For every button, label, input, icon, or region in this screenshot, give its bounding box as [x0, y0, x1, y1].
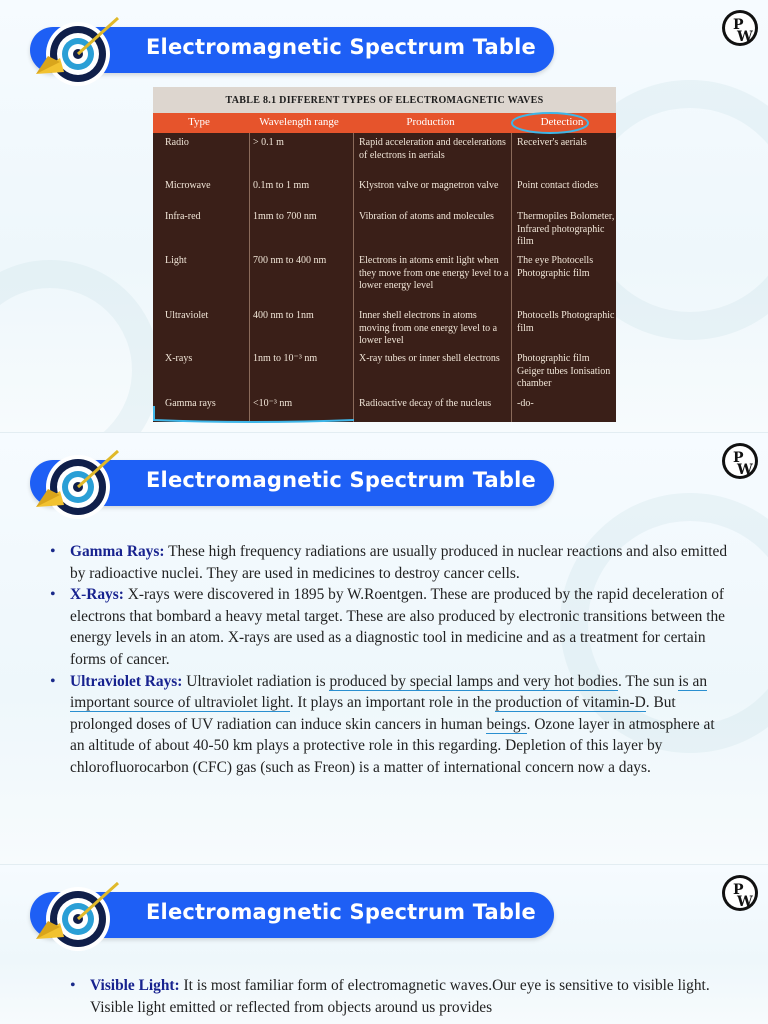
bullet-x-rays	[50, 584, 730, 670]
bullet-visible-light	[70, 975, 730, 1018]
bullet-list	[50, 541, 730, 779]
bullet-gamma-rays	[50, 541, 730, 584]
cell-type: Radio	[165, 137, 189, 148]
cell-detection: Photographic film Geiger tubes Ionisation chamber	[517, 353, 611, 389]
slide-1	[0, 0, 768, 432]
column-divider	[511, 133, 512, 422]
cell-production: Rapid acceleration and decelerations of electrons in aerials	[359, 137, 506, 161]
visible-light-text: It is most familiar form of electromagnetic waves.Our eye is sensitive to visible light. Visible light emitted or reflected from objects around us provides	[90, 977, 710, 1016]
slide-title: Electromagnetic Spectrum Table	[146, 35, 536, 59]
header-production: Production	[406, 116, 455, 128]
uv-underlined-text: is an important source of ultraviolet light	[70, 672, 708, 712]
header-wavelength: Wavelength range	[259, 116, 339, 128]
cell-production: Vibration of atoms and molecules	[359, 211, 494, 222]
cell-production: Klystron valve or magnetron valve	[359, 180, 499, 191]
background-swirl	[0, 260, 160, 432]
cell-detection: Point contact diodes	[517, 180, 599, 191]
bullet-ultraviolet-rays	[50, 671, 730, 779]
cell-type: Infra-red	[165, 211, 201, 222]
pw-logo-p: P	[733, 17, 744, 33]
column-divider	[353, 133, 354, 422]
cell-range: 1mm to 700 nm	[253, 211, 317, 222]
pw-logo-p: P	[733, 882, 744, 898]
pw-logo	[720, 8, 760, 48]
x-rays-text: X-rays were discovered in 1895 by W.Roentgen. These are produced by the rapid deceleration of electrons that bombard a heavy metal target. These are also produced by electronic transitions between the energy levels in an atom. X-rays are used as a diagnostic tool in medicine and as a treatment for certain forms of cancer.	[70, 586, 725, 668]
pw-logo-p: P	[733, 450, 744, 466]
pw-logo-w: W	[737, 462, 753, 478]
column-divider	[249, 133, 250, 422]
uv-text-part: . But prolonged doses of UV radiation can induce skin cancers in human	[70, 694, 676, 733]
uv-text-part: . Ozone layer in atmosphere at an altitude of about 40-50 km plays a protective role in this regarding. Depletion of this layer by chlorofluorocarbon (CFC) gas (such as Freon) is a matter of international concern now a days.	[70, 715, 715, 776]
cell-detection: -do-	[517, 398, 534, 409]
cell-production: Electrons in atoms emit light when they move from one energy level to a lower energy level	[359, 255, 509, 291]
table-caption: TABLE 8.1 DIFFERENT TYPES OF ELECTROMAGNETIC WAVES	[153, 87, 616, 113]
uv-underlined-text: production of vitamin-D	[495, 694, 646, 712]
cell-range: 700 nm to 400 nm	[253, 255, 327, 266]
term-visible-light: Visible Light:	[90, 977, 180, 994]
pw-logo-w: W	[737, 894, 753, 910]
slide-3	[0, 864, 768, 1024]
cell-range: 1nm to 10⁻³ nm	[253, 353, 318, 364]
cell-type: X-rays	[165, 353, 193, 364]
cell-type: Light	[165, 255, 187, 266]
slide-2	[0, 432, 768, 864]
term-gamma-rays: Gamma Rays:	[70, 543, 165, 560]
cell-range: > 0.1 m	[253, 137, 284, 148]
pw-logo	[720, 873, 760, 913]
target-icon	[30, 877, 126, 953]
handwritten-circle-annotation	[505, 108, 595, 138]
cell-production: X-ray tubes or inner shell electrons	[359, 353, 500, 364]
uv-text-part: . The sun	[617, 672, 679, 690]
slide-title: Electromagnetic Spectrum Table	[146, 468, 536, 492]
term-ultraviolet-rays: Ultraviolet Rays:	[70, 672, 183, 690]
pw-logo-w: W	[737, 29, 753, 45]
cell-type: Microwave	[165, 180, 211, 191]
cell-range: 0.1m to 1 mm	[253, 180, 310, 191]
cell-detection: The eye Photocells Photographic film	[517, 255, 594, 279]
uv-underlined-text: beings	[486, 715, 527, 733]
target-icon	[30, 445, 126, 521]
handwritten-bracket-annotation	[150, 402, 360, 426]
cell-detection: Thermopiles Bolometer, Infrared photographic film	[517, 211, 615, 247]
cell-production: Inner shell electrons in atoms moving from one energy level to a lower level	[359, 310, 498, 346]
uv-text-part: . It plays an important role in the	[289, 694, 496, 712]
pw-logo	[720, 441, 760, 481]
header-detection: Detection	[540, 116, 584, 128]
cell-type: Ultraviolet	[165, 310, 209, 321]
cell-range: 400 nm to 1nm	[253, 310, 314, 321]
gamma-rays-text: These high frequency radiations are usually produced in nuclear reactions and also emitted by radioactive nuclei. They are used in medicines to destroy cancer cells.	[70, 543, 728, 582]
slide-title: Electromagnetic Spectrum Table	[146, 900, 536, 924]
bullet-list	[70, 975, 730, 1018]
uv-underlined-text: produced by special lamps and very hot bodies	[329, 672, 618, 690]
term-x-rays: X-Rays:	[70, 586, 124, 604]
header-type: Type	[188, 116, 210, 128]
target-icon	[30, 12, 126, 88]
cell-range: <10⁻³ nm	[253, 398, 293, 409]
cell-detection: Receiver's aerials	[517, 137, 587, 148]
cell-production: Radioactive decay of the nucleus	[359, 398, 492, 409]
cell-detection: Photocells Photographic film	[517, 310, 615, 334]
cell-type: Gamma rays	[165, 398, 216, 409]
uv-text-part: Ultraviolet radiation is	[186, 672, 330, 690]
